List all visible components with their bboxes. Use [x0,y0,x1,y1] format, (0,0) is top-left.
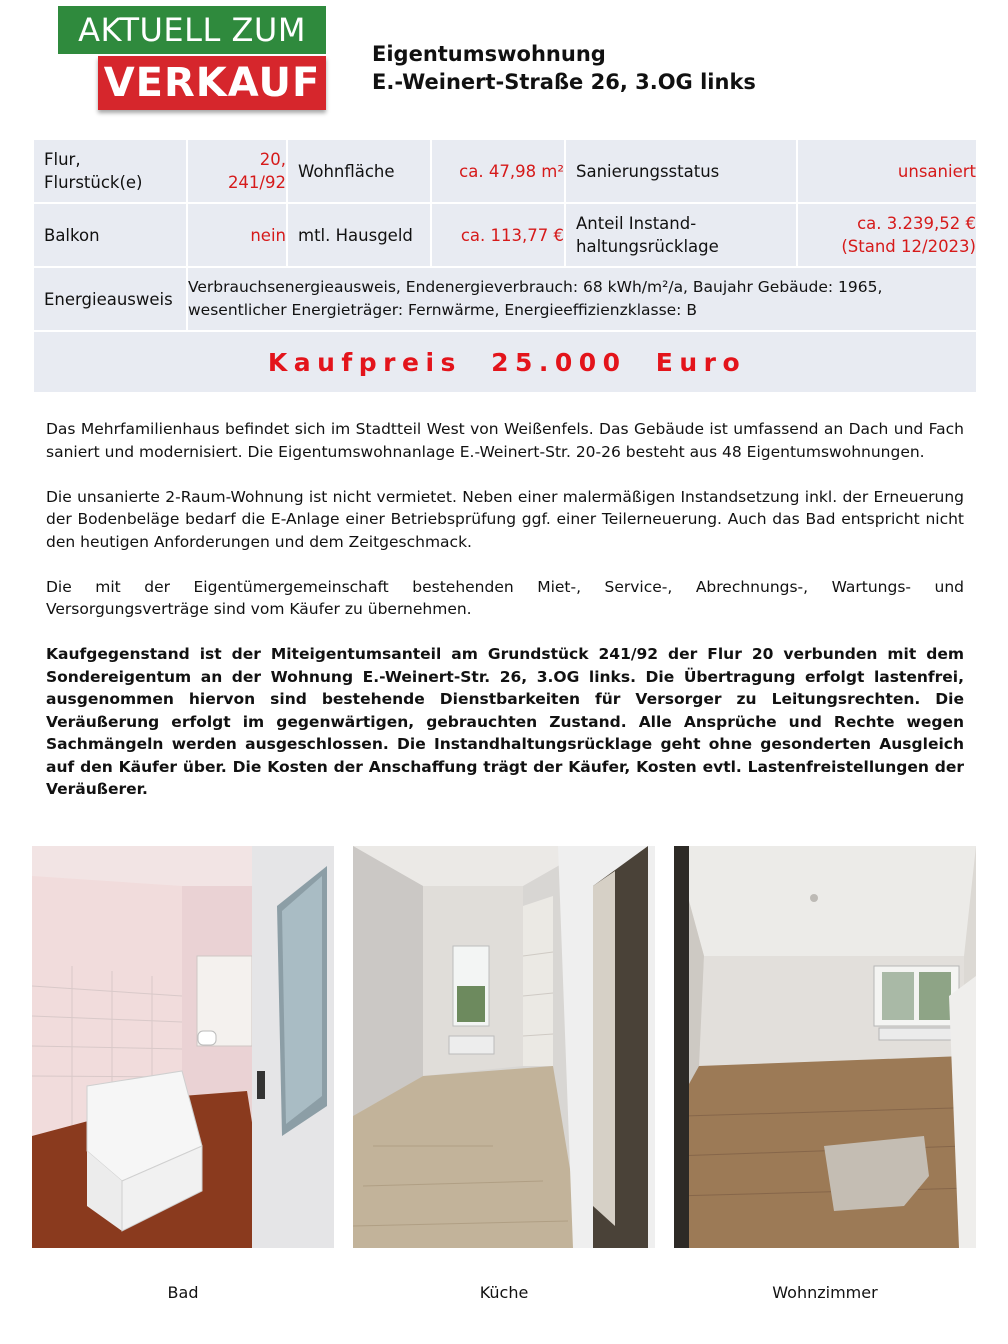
price-row [33,331,977,393]
property-facts-table [32,138,976,394]
table-row [33,139,977,203]
photo-kueche [353,846,655,1248]
paragraph-condition: Die unsanierte 2-Raum-Wohnung ist nicht vermietet. Neben einer malermäßigen Instandsetzung inkl. der Erneuerung der Bodenbeläge bedarf die E-Anlage einer Betriebsprüfung ggf. einer Teilerneuerung. Auch das Bad entspricht nicht den heutigen Anforderungen und dem Zeitgeschmack. [46,487,964,551]
caption-kueche: Küche [479,1283,529,1302]
description-text [46,418,964,823]
wohnflaeche-value: ca. 47,98 m² [431,139,565,203]
flur-label: Flur, Flurstück(e) [33,139,187,203]
sanierung-value: unsaniert [797,139,977,203]
photo-wohnzimmer [674,846,976,1248]
caption-wohnzimmer: Wohnzimmer [772,1283,878,1302]
balkon-label: Balkon [33,203,187,267]
table-row [33,203,977,267]
flur-value: 20, 241/92 [187,139,287,203]
energie-text: Verbrauchsenergieausweis, Endenergieverbrauch: 68 kWh/m²/a, Baujahr Gebäude: 1965, wesentlicher Energieträger: Fernwärme, Energieeffizienzklasse: B [187,267,977,331]
paragraph-location: Das Mehrfamilienhaus befindet sich im Stadtteil West von Weißenfels. Das Gebäude ist umfassend an Dach und Fach saniert und modernisiert. Die Eigentumswohnanlage E.-Weinert-Str. 20-26 besteht aus 48 Eigentumswohnungen. [46,420,964,461]
paragraph-contracts: Die mit der Eigentümergemeinschaft bestehenden Miet-, Service-, Abrechnungs-, Wartungs- und Versorgungsverträge sind vom Käufer zu übernehmen. [46,577,964,618]
wohnflaeche-label: Wohnfläche [287,139,431,203]
balkon-value: nein [187,203,287,267]
sanierung-label: Sanierungsstatus [565,139,797,203]
ruecklage-label: Anteil Instand- haltungsrücklage [565,203,797,267]
hausgeld-value: ca. 113,77 € [431,203,565,267]
logo-line-1: AKTUELL ZUM [58,6,326,54]
ruecklage-value: ca. 3.239,52 € (Stand 12/2023) [797,203,977,267]
energie-label: Energieausweis [33,267,187,331]
logo-line-2: VERKAUF [98,56,326,110]
page-title: Eigentumswohnung [372,42,606,66]
table-row [33,267,977,331]
photo-bad [32,846,334,1248]
kaufpreis: Kaufpreis 25.000 Euro [33,331,977,393]
hausgeld-label: mtl. Hausgeld [287,203,431,267]
paragraph-legal: Kaufgegenstand ist der Miteigentumsanteil am Grundstück 241/92 der Flur 20 verbunden mit dem Sondereigentum an der Wohnung E.-Weinert-Str. 26, 3.OG links. Die Übertragung erfolgt lastenfrei, ausgenommen hiervon sind bestehende Dienstbarkeiten für Versorger zu Leitungsrechten. Die Veräußerung erfolgt im gegenwärtigen, gebrauchten Zustand. Alle Ansprüche und Rechte wegen Sachmängeln werden ausgeschlossen. Die Instandhaltungsrücklage geht ohne gesonderten Ausgleich auf den Käufer über. Die Kosten der Anschaffung trägt der Käufer, Kosten evtl. Lastenfreistellungen der Veräußerer. [46,645,964,798]
property-address: E.-Weinert-Straße 26, 3.OG links [372,70,756,94]
caption-bad: Bad [167,1283,199,1302]
page-headline [372,40,756,96]
logo-aktuell-zum-verkauf [58,6,328,110]
